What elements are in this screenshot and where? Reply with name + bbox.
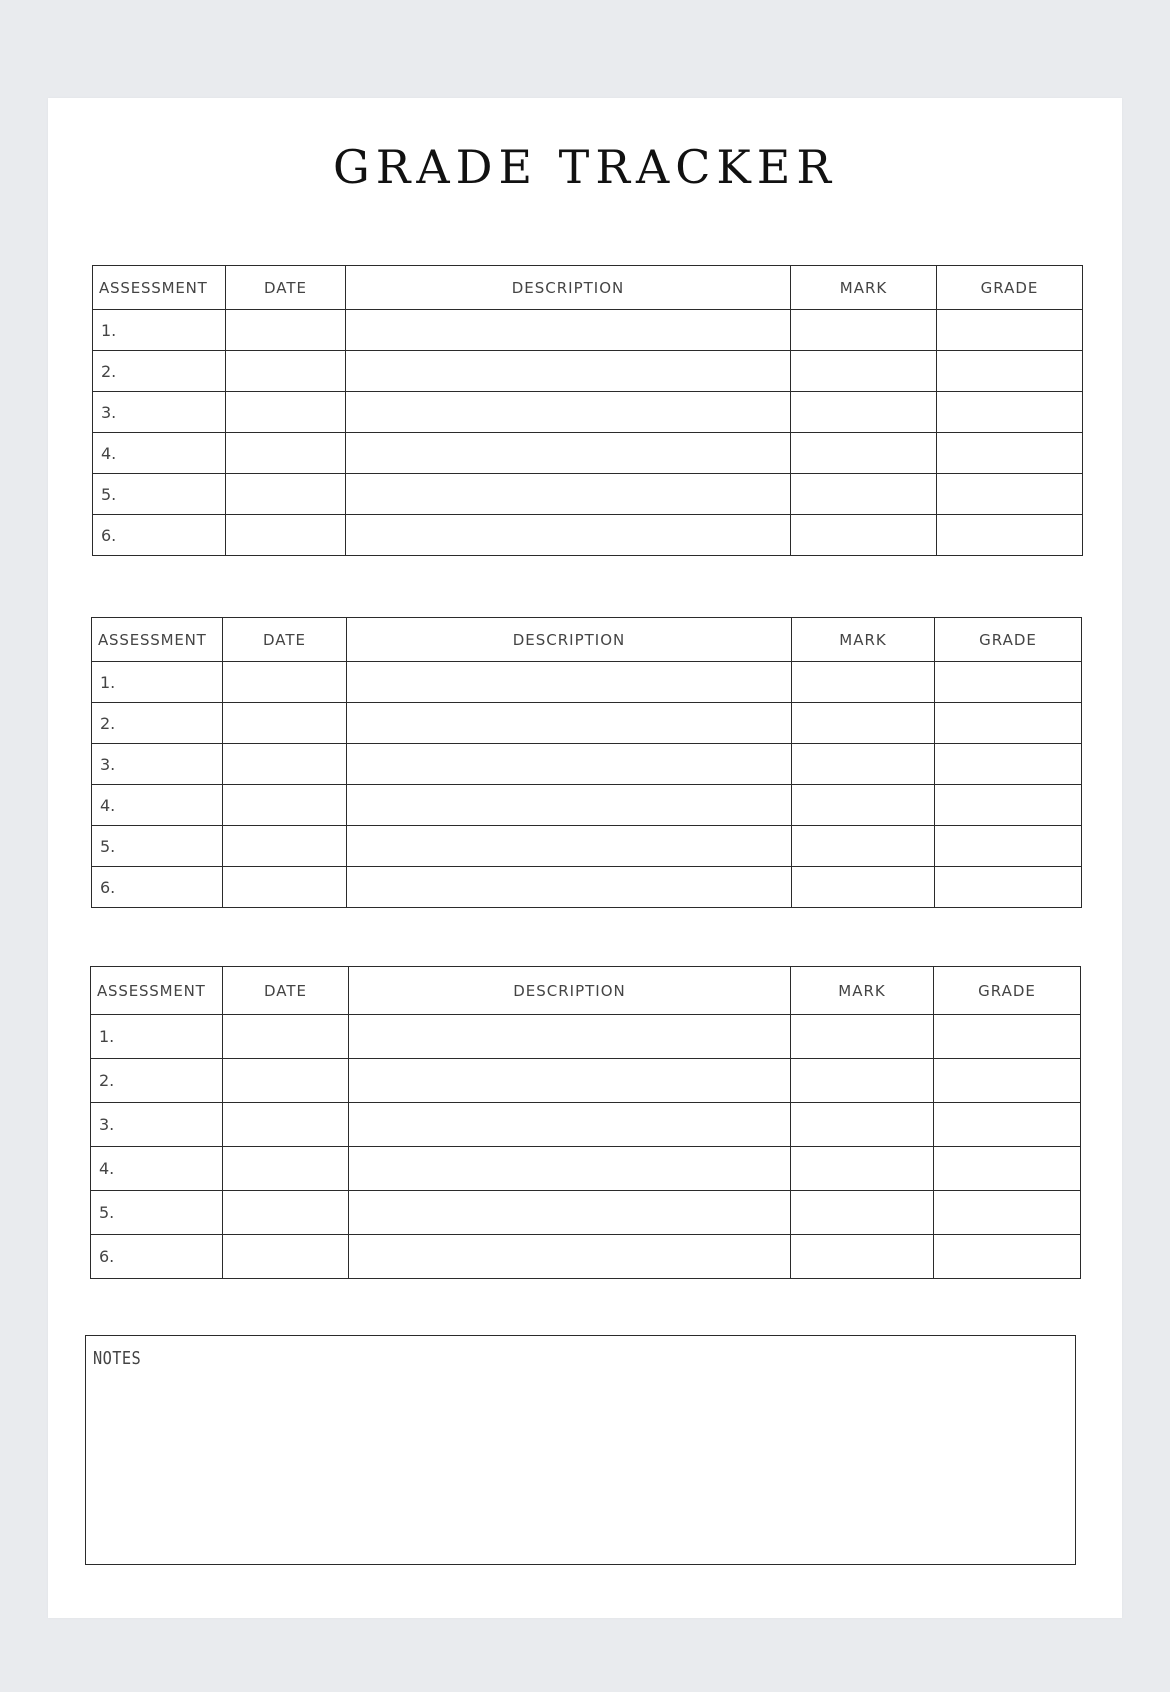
date-cell[interactable]: [223, 1147, 349, 1191]
mark-cell[interactable]: [791, 351, 937, 392]
mark-cell[interactable]: [792, 785, 935, 826]
column-header-grade: GRADE: [934, 967, 1081, 1015]
grade-cell[interactable]: [934, 1147, 1081, 1191]
description-cell[interactable]: [347, 662, 792, 703]
table-row: [93, 392, 1083, 433]
description-cell[interactable]: [349, 1015, 791, 1059]
grade-cell[interactable]: [937, 474, 1083, 515]
description-cell[interactable]: [349, 1147, 791, 1191]
mark-cell[interactable]: [792, 826, 935, 867]
date-cell[interactable]: [223, 703, 347, 744]
table-row: [93, 351, 1083, 392]
description-cell[interactable]: [346, 433, 791, 474]
date-cell[interactable]: [223, 785, 347, 826]
assessment-number-cell: 3.: [91, 1103, 223, 1147]
date-cell[interactable]: [226, 310, 346, 351]
table-row: [93, 474, 1083, 515]
description-cell[interactable]: [346, 351, 791, 392]
table-row: [93, 433, 1083, 474]
column-header-assessment: ASSESSMENT: [92, 618, 223, 662]
date-cell[interactable]: [226, 474, 346, 515]
table-row: [92, 867, 1082, 908]
description-cell[interactable]: [346, 474, 791, 515]
grade-table-3: [90, 966, 1081, 1279]
date-cell[interactable]: [223, 744, 347, 785]
mark-cell[interactable]: [791, 1103, 934, 1147]
table-row: [92, 703, 1082, 744]
grade-table-2: [91, 617, 1082, 908]
mark-cell[interactable]: [792, 662, 935, 703]
date-cell[interactable]: [226, 515, 346, 556]
table-row: [92, 662, 1082, 703]
table-row: [92, 744, 1082, 785]
column-header-grade: GRADE: [935, 618, 1082, 662]
assessment-number-cell: 2.: [93, 351, 226, 392]
mark-cell[interactable]: [791, 1015, 934, 1059]
column-header-date: DATE: [223, 618, 347, 662]
description-cell[interactable]: [349, 1103, 791, 1147]
grade-cell[interactable]: [934, 1103, 1081, 1147]
column-header-description: DESCRIPTION: [346, 266, 791, 310]
date-cell[interactable]: [223, 1235, 349, 1279]
grade-cell[interactable]: [935, 744, 1082, 785]
mark-cell[interactable]: [791, 1235, 934, 1279]
column-header-assessment: ASSESSMENT: [91, 967, 223, 1015]
header-row: [92, 618, 1082, 662]
date-cell[interactable]: [226, 351, 346, 392]
grade-table-1: [92, 265, 1083, 556]
assessment-number-cell: 6.: [91, 1235, 223, 1279]
grade-cell[interactable]: [935, 867, 1082, 908]
table-row: [93, 515, 1083, 556]
grade-cell[interactable]: [937, 310, 1083, 351]
mark-cell[interactable]: [792, 744, 935, 785]
assessment-number-cell: 2.: [92, 703, 223, 744]
assessment-number-cell: 5.: [91, 1191, 223, 1235]
assessment-number-cell: 1.: [93, 310, 226, 351]
date-cell[interactable]: [223, 1015, 349, 1059]
description-cell[interactable]: [347, 703, 792, 744]
grade-cell[interactable]: [934, 1015, 1081, 1059]
grade-cell[interactable]: [937, 433, 1083, 474]
header-row: [93, 266, 1083, 310]
date-cell[interactable]: [223, 867, 347, 908]
table-row: [91, 1103, 1081, 1147]
assessment-number-cell: 1.: [92, 662, 223, 703]
mark-cell[interactable]: [791, 392, 937, 433]
assessment-number-cell: 4.: [93, 433, 226, 474]
table-row: [91, 1015, 1081, 1059]
mark-cell[interactable]: [791, 1191, 934, 1235]
grade-cell[interactable]: [937, 515, 1083, 556]
column-header-mark: MARK: [792, 618, 935, 662]
assessment-number-cell: 3.: [93, 392, 226, 433]
date-cell[interactable]: [223, 1059, 349, 1103]
grade-cell[interactable]: [937, 351, 1083, 392]
description-cell[interactable]: [349, 1235, 791, 1279]
notes-box[interactable]: [85, 1335, 1076, 1565]
description-cell[interactable]: [347, 744, 792, 785]
assessment-number-cell: 6.: [92, 867, 223, 908]
mark-cell[interactable]: [792, 703, 935, 744]
assessment-number-cell: 5.: [92, 826, 223, 867]
column-header-description: DESCRIPTION: [349, 967, 791, 1015]
assessment-number-cell: 6.: [93, 515, 226, 556]
assessment-number-cell: 4.: [91, 1147, 223, 1191]
grade-cell[interactable]: [935, 703, 1082, 744]
description-cell[interactable]: [346, 515, 791, 556]
notes-label: NOTES: [93, 1348, 142, 1369]
description-cell[interactable]: [347, 826, 792, 867]
assessment-number-cell: 3.: [92, 744, 223, 785]
date-cell[interactable]: [223, 826, 347, 867]
mark-cell[interactable]: [791, 474, 937, 515]
column-header-mark: MARK: [791, 967, 934, 1015]
column-header-mark: MARK: [791, 266, 937, 310]
date-cell[interactable]: [226, 392, 346, 433]
mark-cell[interactable]: [791, 1059, 934, 1103]
date-cell[interactable]: [223, 662, 347, 703]
description-cell[interactable]: [349, 1191, 791, 1235]
grade-cell[interactable]: [934, 1191, 1081, 1235]
description-cell[interactable]: [346, 392, 791, 433]
date-cell[interactable]: [223, 1191, 349, 1235]
grade-cell[interactable]: [935, 826, 1082, 867]
date-cell[interactable]: [226, 433, 346, 474]
description-cell[interactable]: [346, 310, 791, 351]
grade-cell[interactable]: [935, 662, 1082, 703]
table-row: [93, 310, 1083, 351]
column-header-grade: GRADE: [937, 266, 1083, 310]
grade-tracker-sheet: [48, 98, 1122, 1618]
table-row: [91, 1235, 1081, 1279]
mark-cell[interactable]: [791, 1147, 934, 1191]
header-row: [91, 967, 1081, 1015]
column-header-date: DATE: [223, 967, 349, 1015]
table-row: [91, 1059, 1081, 1103]
column-header-assessment: ASSESSMENT: [93, 266, 226, 310]
table-row: [92, 826, 1082, 867]
grade-cell[interactable]: [934, 1235, 1081, 1279]
description-cell[interactable]: [347, 785, 792, 826]
description-cell[interactable]: [347, 867, 792, 908]
description-cell[interactable]: [349, 1059, 791, 1103]
grade-cell[interactable]: [934, 1059, 1081, 1103]
column-header-description: DESCRIPTION: [347, 618, 792, 662]
page-title: GRADE TRACKER: [333, 140, 837, 194]
assessment-number-cell: 5.: [93, 474, 226, 515]
table-row: [91, 1147, 1081, 1191]
assessment-number-cell: 2.: [91, 1059, 223, 1103]
mark-cell[interactable]: [791, 515, 937, 556]
mark-cell[interactable]: [791, 433, 937, 474]
mark-cell[interactable]: [791, 310, 937, 351]
table-row: [92, 785, 1082, 826]
assessment-number-cell: 1.: [91, 1015, 223, 1059]
mark-cell[interactable]: [792, 867, 935, 908]
grade-cell[interactable]: [937, 392, 1083, 433]
grade-cell[interactable]: [935, 785, 1082, 826]
column-header-date: DATE: [226, 266, 346, 310]
date-cell[interactable]: [223, 1103, 349, 1147]
assessment-number-cell: 4.: [92, 785, 223, 826]
table-row: [91, 1191, 1081, 1235]
